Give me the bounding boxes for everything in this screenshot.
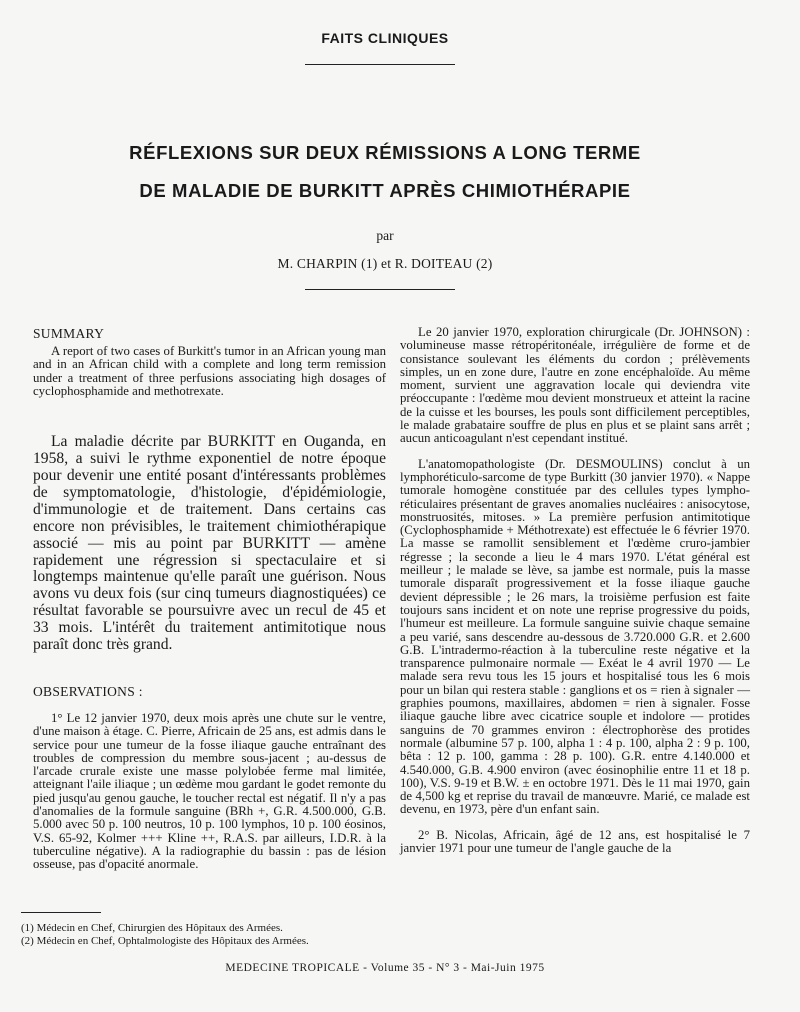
article-title-line-2: DE MALADIE DE BURKITT APRÈS CHIMIOTHÉRAPIE [139, 180, 631, 201]
section-label: FAITS CLINIQUES [321, 30, 449, 46]
case-2-paragraph: 2° B. Nicolas, Africain, âgé de 12 ans, est hospitalisé le 7 janvier 1971 pour une tumeur de l'angle gauche de la [400, 827, 750, 855]
authors: M. CHARPIN (1) et R. DOITEAU (2) [277, 256, 493, 271]
footnote-1: (1) Médecin en Chef, Chirurgien des Hôpitaux des Armées. [21, 922, 283, 934]
right-column [400, 326, 750, 855]
title-rule [305, 289, 455, 290]
pathology-paragraph: L'anatomopathologiste (Dr. DESMOULINS) conclut à un lymphoréticulo-sarcome de type Burkitt (30 janvier 1970). « Nappe tumorale homogène constituée par des cellules types lympho-réticulaires présentant de graves anomalies nucléaires : anisocytose, monstruosités, mitoses. » La première perfusion antimitotique (Cyclophosphamide + Méthotrexate) est effectuée le 6 février 1970. La masse se ramollit sensiblement et l'œdème cruro-jambier régresse ; la seconde a lieu le 4 mars 1970. L'état général est meilleur ; le malade se lève, sa jambe est normale, puis la masse tumorale disparaît progressivement et la fosse iliaque gauche devient dépressible ; le 26 mars, la troisième perfusion est faite toujours sans incident et on note une reprise progressive du poids, l'humeur est meilleure. La formule sanguine suivie chaque semaine a peu varié, sans descendre au-dessous de 3.720.000 G.R. et 2.600 G.B. L'intradermo-réaction à la tuberculine reste négative et la transparence pulmonaire normale — Exéat le 4 avril 1970 — Le malade sera revu tous les 15 jours et hospitalisé tous les 6 mois pour un bilan qui restera stable : ganglions et os = rien à signaler — graphies poumons, maxillaires, abdomen = rien à signaler. Fosse iliaque gauche libre avec cicatrice souple et indolore — protides sanguins de 70 grammes environ : électrophorèse des protides normale (albumine 57 p. 100, alpha 1 : 4 p. 100, alpha 2 : 9 p. 100, bêta : 12 p. 100, gamma : 28 p. 100). G.R. entre 4.140.000 et 4.540.000, G.B. 4.900 environ (avec éosinophilie entre 11 et 18 p. 100), V.S. 9-19 et B.W. ± en octobre 1971. Dès le 11 mai 1970, gain de 4,500 kg et reprise du travail de manœuvre. Marié, ce malade est devenu, en 1973, père d'un enfant sain. [400, 456, 750, 817]
observations-heading: OBSERVATIONS : [33, 683, 143, 699]
article-title-line-1: RÉFLEXIONS SUR DEUX RÉMISSIONS A LONG TERME [129, 142, 641, 163]
footnote-rule [21, 912, 101, 913]
intro-paragraph: La maladie décrite par BURKITT en Ouganda, en 1958, a suivi le rythme exponentiel de notre époque pour devenir une entité posant d'intéressants problèmes de symptomatologie, d'histologie, d'épidémiologie, d'immunologie et de traitement. Dans certains cas encore non prévisibles, le traitement chimiothérapique associé — mis au point par BURKITT — amène rapidement une régression si spectaculaire et si longtemps maintenue qu'elle paraît une guérison. Nous avons vu deux fois (sur cinq tumeurs diagnostiquées) ce résultat favorable se poursuivre avec un recul de 45 et 33 mois. L'intérêt du traitement antimitotique nous paraît donc très grand. [33, 433, 386, 654]
footnote-2: (2) Médecin en Chef, Ophtalmologiste des Hôpitaux des Armées. [21, 934, 309, 947]
footnotes [21, 922, 721, 947]
section-rule [305, 64, 455, 65]
case-1-paragraph: 1° Le 12 janvier 1970, deux mois après une chute sur le ventre, d'une maison à étage. C. Pierre, Africain de 25 ans, est admis dans le service pour une tumeur de la fosse iliaque gauche entraînant des troubles de compression du membre sous-jacent ; au-dessus de l'arcade crurale existe une masse polylobée ferme mal limitée, atteignant l'aile iliaque ; un œdème mou gardant le godet remonte du pied jusqu'au genou gauche, le toucher rectal est négatif. Il n'y a pas d'anomalies de la formule sanguine (BRh +, G.R. 4.500.000, G.B. 5.000 avec 50 p. 100 neutros, 10 p. 100 lymphos, 10 p. 100 éosinos, V.S. 65-92, Kolmer +++ Kline ++, R.A.S. par ailleurs, I.D.R. à la tuberculine négative). A la radiographie du bassin : pas de lésion osseuse, pas d'opacité anormale. [33, 710, 386, 872]
summary-heading: SUMMARY [33, 326, 105, 341]
exploration-paragraph: Le 20 janvier 1970, exploration chirurgicale (Dr. JOHNSON) : volumineuse masse rétropéritonéale, irrégulière de forme et de consistance soulevant les éléments du cordon ; prélèvements simples, un en zone dure, l'autre en zone encéphaloïde. Au même moment, survient une aggravation locale qui deviendra vite préoccupante : l'œdème mou devient monstrueux et atteint la racine de la cuisse et les bourses, les pouls sont difficilement perceptibles, le malade grabataire souffre de plus en plus et se plaint sans arrêt ; aucun anticoagulant n'est cependant institué. [400, 325, 750, 446]
left-column [33, 326, 386, 872]
byline-par: par [376, 228, 394, 243]
journal-footer: MEDECINE TROPICALE - Volume 35 - N° 3 - Mai-Juin 1975 [225, 962, 545, 974]
summary-text: A report of two cases of Burkitt's tumor in an African young man and in an African child with a complete and long term remission under a treatment of three perfusions associating high dosages of cyclophosphamide and methotrexate. [33, 344, 386, 398]
